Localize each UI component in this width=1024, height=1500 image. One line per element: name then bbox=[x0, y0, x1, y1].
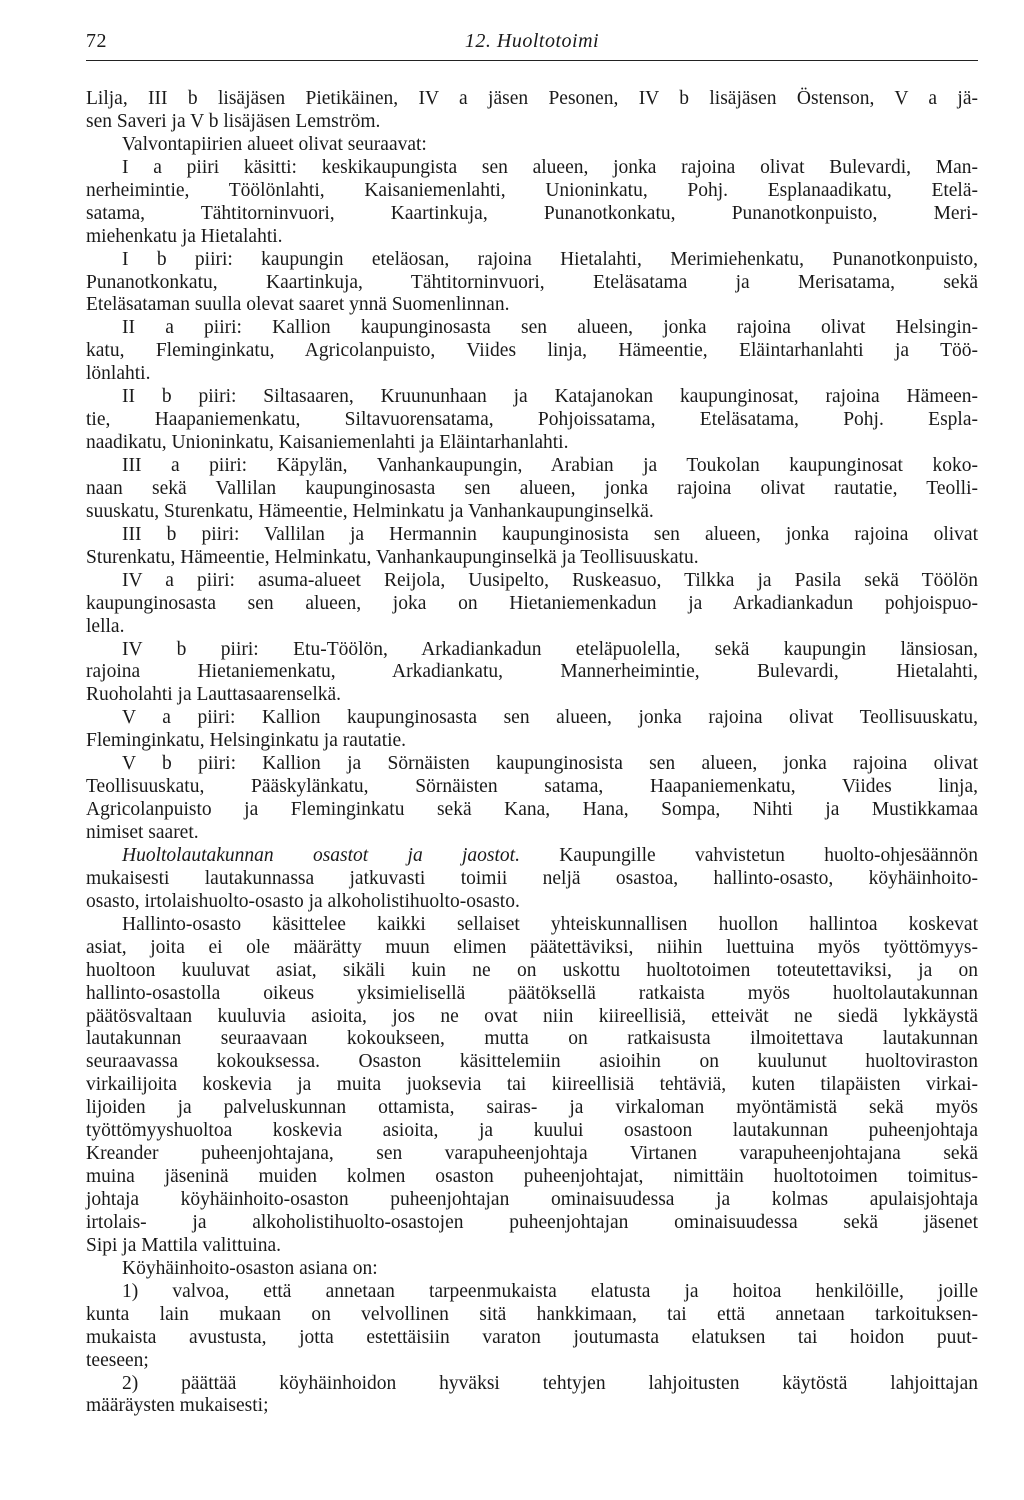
text-line: kaupunginosasta sen alueen, joka on Hietaniemenkadun ja Arkadiankadun pohjoispuo- bbox=[86, 592, 978, 614]
text-line: Valvontapiirien alueet olivat seuraavat: bbox=[122, 133, 427, 155]
text-line: hallinto-osastolla oikeus yksimielisellä päätöksellä ratkaista myös huoltolautakunnan bbox=[86, 982, 978, 1004]
text-line: työttömyyshuoltoa koskevia asioita, ja kuului osastoon lautakunnan puheenjohtaja bbox=[86, 1120, 978, 1142]
text-line: I a piiri käsitti: keskikaupungista sen alueen, jonka rajoina olivat Bulevardi, Man- bbox=[122, 156, 978, 178]
text-line: IV b piiri: Etu-Töölön, Arkadiankadun eteläpuolella, sekä kaupungin länsiosan, bbox=[122, 638, 978, 660]
text-line: Fleminginkatu, Helsinginkatu ja rautatie. bbox=[86, 730, 407, 752]
page-number: 72 bbox=[86, 30, 107, 52]
running-head: 12. Huoltotoimi bbox=[464, 30, 600, 52]
text-line: muina jäseninä muiden kolmen osaston puheenjohtajat, nimittäin huoltotoimen toimitus- bbox=[86, 1166, 978, 1188]
text-line: lella. bbox=[86, 615, 125, 637]
text-line: V a piiri: Kallion kaupunginosasta sen alueen, jonka rajoina olivat Teollisuuskatu, bbox=[122, 707, 978, 729]
text-line: Punanotkonkatu, Kaartinkuja, Tähtitorninvuori, Eteläsatama ja Merisatama, sekä bbox=[86, 271, 978, 293]
text-line: sen Saveri ja V b lisäjäsen Lemström. bbox=[86, 110, 381, 132]
page-header bbox=[86, 30, 978, 61]
text-line: 1) valvoa, että annetaan tarpeenmukaista elatusta ja hoitoa henkilöille, joille bbox=[122, 1280, 978, 1302]
text-line: Lilja, III b lisäjäsen Pietikäinen, IV a jäsen Pesonen, IV b lisäjäsen Östenson, V a jä- bbox=[86, 88, 978, 109]
text-line: Teollisuuskatu, Pääskylänkatu, Sörnäisten satama, Haapaniemenkatu, Viides linja, bbox=[86, 776, 978, 798]
text-line: Hallinto-osasto käsittelee kaikki sellaiset yhteiskunnallisen huollon hallintoa koskevat bbox=[122, 913, 978, 935]
text-line: lijoiden ja palveluskunnan ottamista, sairas- ja virkaloman myöntämistä sekä myös bbox=[86, 1097, 978, 1119]
text-line: päätösvaltaan kuuluvia asioita, jos ne ovat niin kiireellisiä, etteivät ne siedä lykkäystä bbox=[86, 1005, 978, 1027]
text-line: katu, Fleminginkatu, Agricolanpuisto, Viides linja, Hämeentie, Eläintarhanlahti ja Töö- bbox=[86, 340, 978, 362]
text-line: kunta lain mukaan on velvollinen sitä hankkimaan, tai että annetaan tarkoituksen- bbox=[86, 1303, 978, 1325]
text-line: lautakunnan seuraavaan kokoukseen, mutta on ratkaisusta ilmoitettava lautakunnan bbox=[86, 1028, 978, 1050]
text-line: rajoina Hietaniemenkatu, Arkadiankatu, Mannerheimintie, Bulevardi, Hietalahti, bbox=[86, 661, 978, 683]
text-line: Kreander puheenjohtajana, sen varapuheenjohtaja Virtanen varapuheenjohtajana sekä bbox=[86, 1143, 978, 1165]
text-line: osasto, irtolaishuolto-osasto ja alkoholistihuolto-osasto. bbox=[86, 890, 520, 912]
text-line: Eteläsataman suulla olevat saaret ynnä Suomenlinnan. bbox=[86, 294, 510, 316]
text-line: määräysten mukaisesti; bbox=[86, 1395, 269, 1417]
text-line: Ruoholahti ja Lauttasaarenselkä. bbox=[86, 684, 342, 706]
text-line: II a piiri: Kallion kaupunginosasta sen alueen, jonka rajoina olivat Helsingin- bbox=[122, 317, 978, 339]
text-line: 2) päättää köyhäinhoidon hyväksi tehtyjen lahjoitusten käytöstä lahjoittajan bbox=[122, 1372, 978, 1394]
text-line: nerheimintie, Töölönlahti, Kaisaniemenlahti, Unioninkatu, Pohj. Esplanaadikatu, Etelä- bbox=[86, 179, 978, 201]
text-line: II b piiri: Siltasaaren, Kruununhaan ja Katajanokan kaupunginosat, rajoina Hämeen- bbox=[122, 386, 978, 408]
text-line: asiat, joita ei ole määrätty muun elimen päätettäviksi, niihin luettuina myös työttömyys- bbox=[86, 936, 978, 958]
text-line: nimiset saaret. bbox=[86, 822, 199, 843]
text-line: mukaista avustusta, jotta estettäisiin varaton joutumasta elatuksen tai hoidon puut- bbox=[86, 1326, 978, 1348]
text-line: Sturenkatu, Hämeentie, Helminkatu, Vanhankaupunginselkä ja Teollisuuskatu. bbox=[86, 546, 699, 568]
text-line: suuskatu, Sturenkatu, Hämeentie, Helminkatu ja Vanhankaupunginselkä. bbox=[86, 500, 654, 522]
text-line: naan sekä Vallilan kaupunginosasta sen alueen, jonka rajoina olivat rautatie, Teolli- bbox=[86, 477, 978, 499]
text-line: mukaisesti lautakunnassa jatkuvasti toimii neljä osastoa, hallinto-osasto, köyhäinhoito- bbox=[86, 867, 978, 889]
text-line: Huoltolautakunnan osastot ja jaostot. Kaupungille vahvistetun huolto-ohjesäännön bbox=[122, 844, 978, 866]
text-line: lönlahti. bbox=[86, 363, 151, 385]
text-line: I b piiri: kaupungin eteläosan, rajoina Hietalahti, Merimiehenkatu, Punanotkonpuisto, bbox=[122, 248, 978, 270]
text-line: johtaja köyhäinhoito-osaston puheenjohtajan ominaisuudessa ja kolmas apulaisjohtaja bbox=[86, 1189, 978, 1210]
text-line: Köyhäinhoito-osaston asiana on: bbox=[122, 1257, 378, 1279]
text-line: huoltoon kuuluvat asiat, sikäli kuin ne on uskottu huoltotoimen toteutettaviksi, ja on bbox=[86, 959, 978, 981]
text-line: naadikatu, Unioninkatu, Kaisaniemenlahti ja Eläintarhanlahti. bbox=[86, 432, 569, 454]
text-line: miehenkatu ja Hietalahti. bbox=[86, 225, 283, 247]
text-line: irtolais- ja alkoholistihuolto-osastojen puheenjohtajan ominaisuudessa sekä jäsenet bbox=[86, 1211, 978, 1233]
text-line: satama, Tähtitorninvuori, Kaartinkuja, Punanotkonkatu, Punanotkonpuisto, Meri- bbox=[86, 202, 978, 224]
text-line: III a piiri: Käpylän, Vanhankaupungin, Arabian ja Toukolan kaupunginosat koko- bbox=[122, 455, 978, 476]
text-line: tie, Haapaniemenkatu, Siltavuorensatama, Pohjoissatama, Eteläsatama, Pohj. Espla- bbox=[86, 409, 978, 431]
text-line: virkailijoita koskevia ja muita juoksevia tai kiireellisiä tehtäviä, kuten tilapäisten virkai- bbox=[86, 1074, 978, 1096]
text-line: V b piiri: Kallion ja Sörnäisten kaupunginosista sen alueen, jonka rajoina olivat bbox=[122, 753, 978, 775]
body-text bbox=[86, 88, 978, 1418]
text-line: teeseen; bbox=[86, 1349, 149, 1371]
italic-heading: Huoltolautakunnan osastot ja jaostot. bbox=[122, 844, 520, 866]
text-line: Agricolanpuisto ja Fleminginkatu sekä Kana, Hana, Sompa, Nihti ja Mustikkamaa bbox=[86, 799, 978, 821]
text-line: III b piiri: Vallilan ja Hermannin kaupunginosista sen alueen, jonka rajoina olivat bbox=[122, 523, 978, 545]
text-line: Sipi ja Mattila valittuina. bbox=[86, 1234, 281, 1256]
text-line: IV a piiri: asuma-alueet Reijola, Uusipelto, Ruskeasuo, Tilkka ja Pasila sekä Töölön bbox=[122, 569, 978, 591]
text-line: seuraavassa kokouksessa. Osaston käsittelemiin asioihin on kuulunut huoltoviraston bbox=[86, 1051, 978, 1073]
